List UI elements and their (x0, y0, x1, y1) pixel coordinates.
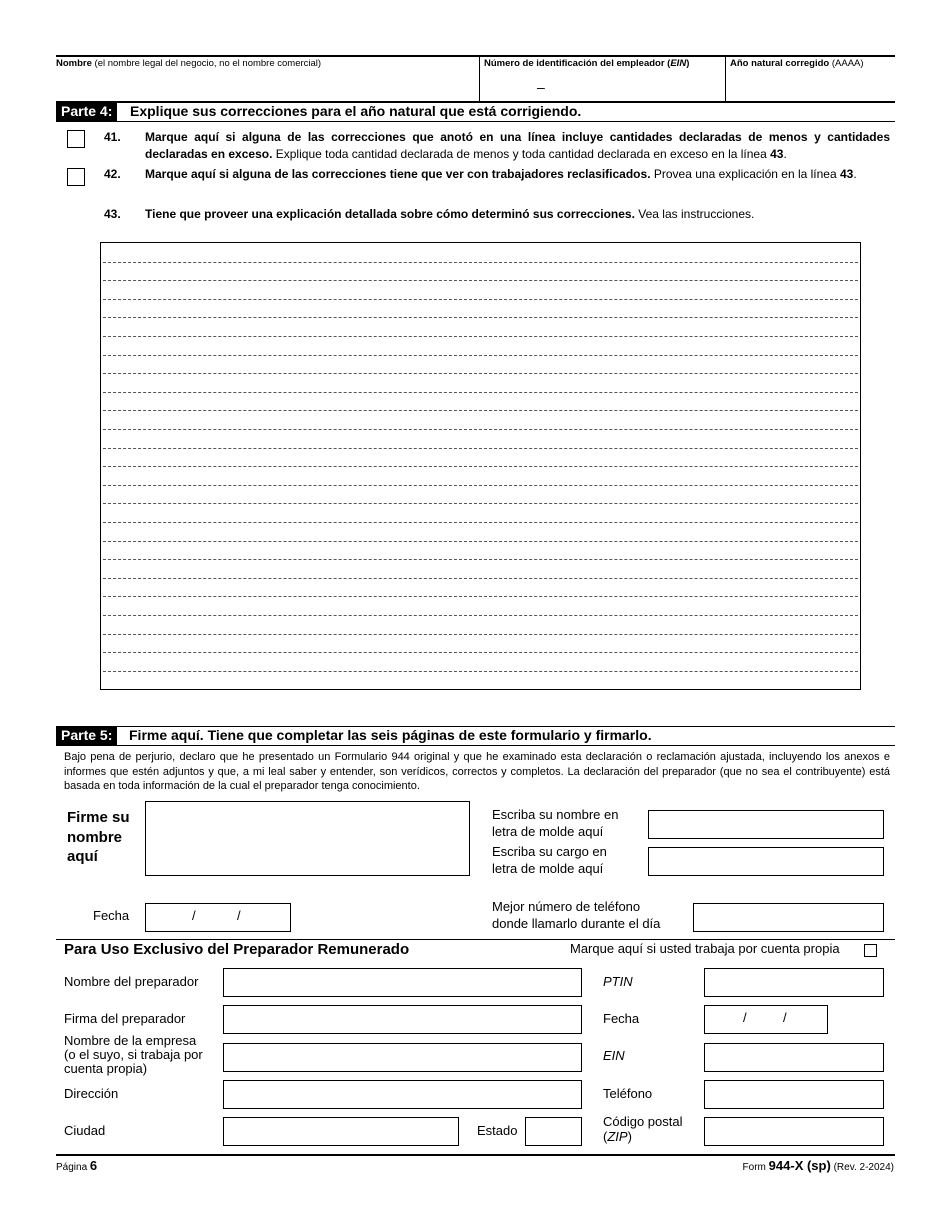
ptin-label: PTIN (603, 974, 633, 989)
firm-name-label: Nombre de la empresa (o el suyo, si trabaja por cuenta propia) (64, 1033, 203, 1076)
part4-bottom-rule (56, 121, 895, 122)
zip-label: Código postal (ZIP) (603, 1114, 683, 1144)
part5-tag: Parte 5: (56, 726, 117, 745)
address-field[interactable] (223, 1080, 582, 1109)
line42-number: 42. (104, 167, 121, 181)
explanation-writing-line (103, 596, 858, 597)
page-number: Página 6 (56, 1158, 98, 1173)
line41-checkbox[interactable] (67, 130, 85, 148)
preparer-date-slash-1: / (743, 1010, 747, 1025)
explanation-writing-line (103, 541, 858, 542)
explanation-textarea[interactable] (100, 242, 861, 690)
preparer-ein-label: EIN (603, 1048, 625, 1063)
line41-text: Marque aquí si alguna de las correcciones que anotó en una línea incluye cantidades declaradas de menos y cantidades declaradas en exceso. Explique toda cantidad declarada de menos y toda cantidad declarada en exceso en la línea 43. (145, 130, 890, 161)
top-rule (56, 55, 895, 57)
explanation-writing-line (103, 280, 858, 281)
preparer-signature-label: Firma del preparador (64, 1011, 186, 1026)
print-title-field[interactable] (648, 847, 884, 876)
corrected-year-label: Año natural corregido (AAAA) (730, 58, 864, 69)
explanation-writing-line (103, 671, 858, 672)
explanation-writing-line (103, 317, 858, 318)
preparer-name-field[interactable] (223, 968, 582, 997)
perjury-declaration: Bajo pena de perjurio, declaro que he presentado un Formulario 944 original y que he examinado esta declaración o reclamación ajustada, incluyendo los anexos e informes que estén adjuntos y que, a mi leal saber y entender, son verídicos, correctos y completos. La declaración del preparador (que no sea el contribuyente) está basada en toda información de la cual el preparador tenga conocimiento. (64, 751, 890, 792)
explanation-writing-line (103, 373, 858, 374)
zip-field[interactable] (704, 1117, 884, 1146)
ein-label: Número de identificación del empleador (EIN) (484, 58, 690, 69)
signature-field[interactable] (145, 801, 470, 876)
date-slash-2: / (237, 908, 241, 923)
part4-title: Explique sus correcciones para el año natural que está corrigiendo. (130, 103, 582, 119)
preparer-name-label: Nombre del preparador (64, 974, 199, 989)
firm-name-field[interactable] (223, 1043, 582, 1072)
phone-field[interactable] (693, 903, 884, 932)
explanation-writing-line (103, 429, 858, 430)
state-field[interactable] (525, 1117, 582, 1146)
print-name-field[interactable] (648, 810, 884, 839)
explanation-writing-line (103, 392, 858, 393)
part5-title: Firme aquí. Tiene que completar las seis páginas de este formulario y firmarlo. (129, 727, 652, 743)
line41-number: 41. (104, 130, 121, 144)
print-title-label: Escriba su cargo en letra de molde aquí (492, 844, 607, 876)
phone-label: Mejor número de teléfono donde llamarlo durante el día (492, 899, 661, 931)
explanation-writing-line (103, 410, 858, 411)
preparer-phone-label: Teléfono (603, 1086, 653, 1101)
date-slash-1: / (192, 908, 196, 923)
line43-text: Tiene que proveer una explicación detallada sobre cómo determinó sus correcciones. Vea las instrucciones. (145, 207, 755, 221)
explanation-writing-line (103, 448, 858, 449)
footer-rule (56, 1154, 895, 1156)
explanation-writing-line (103, 578, 858, 579)
explanation-writing-line (103, 559, 858, 560)
explanation-writing-line (103, 615, 858, 616)
header-divider-2 (725, 57, 726, 102)
preparer-date-label: Fecha (603, 1011, 640, 1026)
preparer-date-slash-2: / (783, 1010, 787, 1025)
ptin-field[interactable] (704, 968, 884, 997)
preparer-date-field[interactable] (704, 1005, 828, 1034)
explanation-writing-line (103, 336, 858, 337)
part5-bottom-rule (56, 745, 895, 746)
part4-tag: Parte 4: (56, 102, 117, 121)
print-name-label: Escriba su nombre en letra de molde aquí (492, 807, 619, 839)
line43-number: 43. (104, 207, 121, 221)
address-label: Dirección (64, 1086, 119, 1101)
explanation-writing-line (103, 355, 858, 356)
sign-date-field[interactable] (145, 903, 291, 932)
city-label: Ciudad (64, 1123, 106, 1138)
line42-checkbox[interactable] (67, 168, 85, 186)
self-employed-label: Marque aquí si usted trabaja por cuenta propia (570, 941, 840, 956)
preparer-ein-field[interactable] (704, 1043, 884, 1072)
explanation-writing-line (103, 522, 858, 523)
explanation-writing-line (103, 503, 858, 504)
explanation-writing-line (103, 485, 858, 486)
self-employed-checkbox[interactable] (864, 944, 877, 957)
preparer-phone-field[interactable] (704, 1080, 884, 1109)
explanation-writing-line (103, 652, 858, 653)
state-label: Estado (477, 1123, 518, 1138)
line42-text: Marque aquí si alguna de las correcciones tiene que ver con trabajadores reclasificados. Provea una explicación en la línea 43. (145, 167, 857, 181)
preparer-signature-field[interactable] (223, 1005, 582, 1034)
business-name-label: Nombre (el nombre legal del negocio, no el nombre comercial) (56, 58, 322, 69)
ein-field[interactable]: – (537, 79, 545, 95)
explanation-writing-line (103, 299, 858, 300)
preparer-heading: Para Uso Exclusivo del Preparador Remunerado (64, 941, 410, 958)
header-divider-1 (479, 57, 480, 102)
sign-here-label: Firme su nombre aquí (67, 809, 130, 865)
explanation-writing-line (103, 634, 858, 635)
sign-date-label: Fecha (93, 908, 130, 923)
city-field[interactable] (223, 1117, 459, 1146)
explanation-writing-line (103, 262, 858, 263)
preparer-top-rule (56, 939, 895, 940)
form-identifier: Form 944-X (sp) (Rev. 2-2024) (742, 1158, 894, 1173)
explanation-writing-line (103, 466, 858, 467)
